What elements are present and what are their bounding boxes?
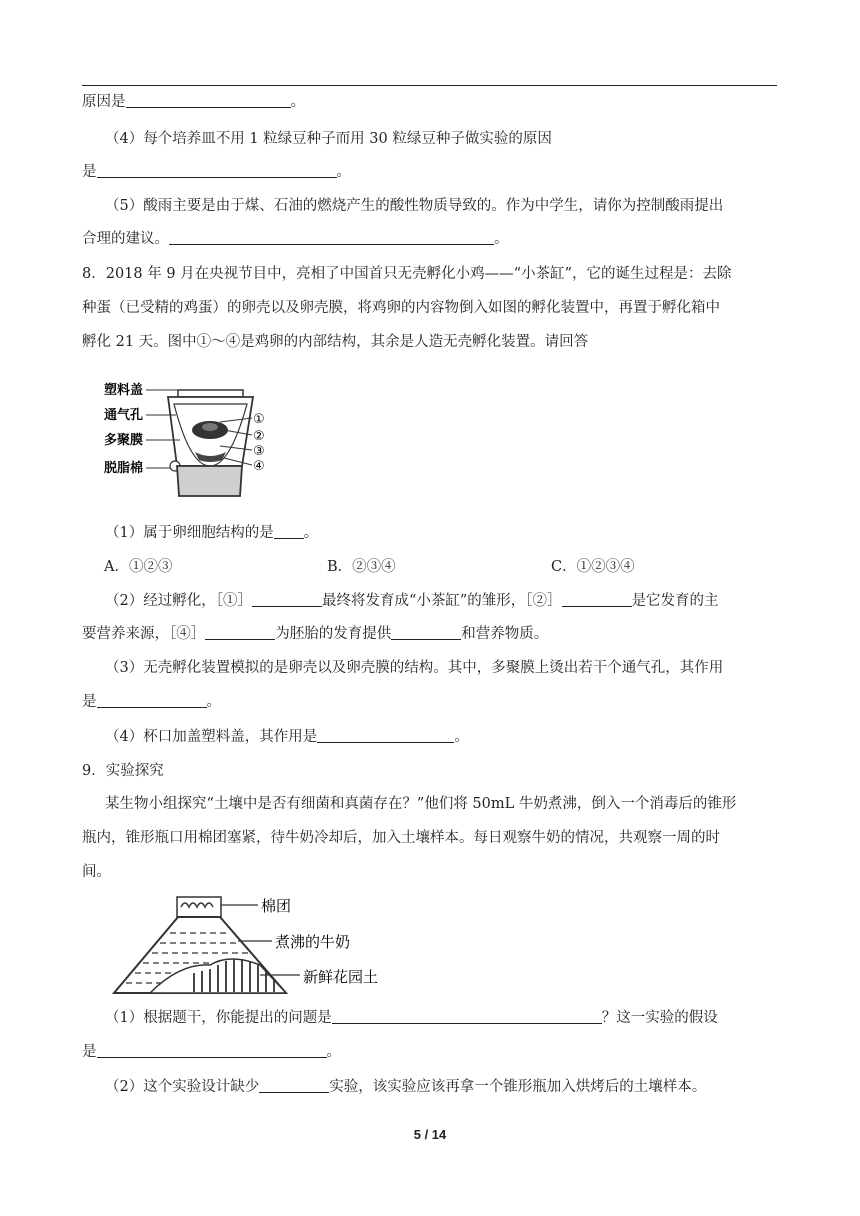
label-absorbent-cotton: 脱脂棉	[104, 461, 144, 476]
q8-part2-line1: （2）经过孵化，［①］ 最终将发育成“小茶缸”的雏形，［②］ 是它发育的主	[105, 593, 719, 609]
q7-part4-answer-line: 是 。	[82, 164, 351, 180]
answer-blank[interactable]	[562, 592, 632, 607]
answer-blank[interactable]	[205, 625, 275, 640]
q9-part1-line1: （1）根据题干，你能提出的问题是 ？这一实验的假设	[105, 1010, 718, 1026]
answer-blank[interactable]	[169, 230, 494, 245]
label-cotton-ball: 棉团	[261, 897, 292, 915]
label-num-2: ②	[253, 429, 265, 444]
page-number: 5 / 14	[413, 1127, 447, 1142]
label-plastic-lid: 塑料盖	[104, 383, 144, 398]
label-num-4: ④	[253, 459, 265, 474]
label-polymer-film: 多聚膜	[104, 433, 144, 448]
answer-blank[interactable]	[259, 1078, 329, 1093]
answer-blank[interactable]	[97, 163, 337, 178]
incubation-device-figure	[100, 374, 290, 504]
label-vent-hole: 通气孔	[104, 408, 144, 423]
answer-blank[interactable]	[274, 524, 304, 539]
q8-stem-line3: 孵化 21 天。图中①～④是鸡卵的内部结构，其余是人造无壳孵化装置。请回答	[82, 334, 589, 350]
q9-part2: （2）这个实验设计缺少 实验，该实验应该再拿一个锥形瓶加入烘烤后的土壤样本。	[105, 1079, 707, 1095]
label-num-1: ①	[253, 412, 265, 427]
q9-part1-line2: 是 。	[82, 1044, 341, 1060]
q8-stem-line1: 8．2018 年 9 月在央视节目中，亮相了中国首只无壳孵化小鸡——“小茶缸”，它的诞生过程是：去除	[82, 266, 732, 282]
q8-part3-answer-line: 是 。	[82, 694, 221, 710]
q8-part4: （4）杯口加盖塑料盖，其作用是 。	[105, 729, 469, 745]
q9-stem-line3: 间。	[82, 864, 111, 880]
q8-option-b[interactable]: B．②③④	[327, 559, 396, 575]
conical-flask-figure	[110, 893, 400, 998]
label-boiled-milk: 煮沸的牛奶	[275, 933, 351, 951]
q8-option-c[interactable]: C．①②③④	[551, 559, 635, 575]
q8-part1: （1）属于卵细胞结构的是 。	[105, 525, 319, 541]
q7-part5-answer-line: 合理的建议。 。	[82, 231, 509, 247]
answer-blank[interactable]	[332, 1009, 602, 1024]
q8-stem-line2: 种蛋（已受精的鸡蛋）的卵壳以及卵壳膜，将鸡卵的内容物倒入如图的孵化装置中，再置于孵化箱中	[82, 300, 720, 316]
q9-stem-line1: 某生物小组探究“土壤中是否有细菌和真菌存在？”他们将 50mL 牛奶煮沸，倒入一个消毒后的锥形	[105, 796, 737, 812]
label-num-3: ③	[253, 444, 265, 459]
q7-part5: （5）酸雨主要是由于煤、石油的燃烧产生的酸性物质导致的。作为中学生，请你为控制酸雨提出	[105, 198, 724, 214]
q7-part4: （4）每个培养皿不用 1 粒绿豆种子而用 30 粒绿豆种子做实验的原因	[105, 131, 552, 147]
q8-part2-line2: 要营养来源，［④］ 为胚胎的发育提供 和营养物质。	[82, 626, 549, 642]
answer-blank[interactable]	[97, 1043, 327, 1058]
q9-stem-line2: 瓶内，锥形瓶口用棉团塞紧，待牛奶冷却后，加入土壤样本。每日观察牛奶的情况，共观察一周的时	[82, 830, 720, 846]
q8-part3: （3）无壳孵化装置模拟的是卵壳以及卵壳膜的结构。其中，多聚膜上烫出若干个通气孔，其作用	[105, 660, 724, 676]
q8-option-a[interactable]: A．①②③	[104, 559, 173, 575]
q9-title: 9．实验探究	[82, 763, 164, 779]
q7-reason-line: 原因是 。	[82, 94, 305, 110]
label-garden-soil: 新鲜花园土	[303, 968, 379, 986]
answer-blank[interactable]	[391, 625, 461, 640]
answer-blank[interactable]	[97, 693, 207, 708]
answer-blank[interactable]	[317, 728, 454, 743]
answer-blank[interactable]	[126, 93, 291, 108]
answer-blank[interactable]	[252, 592, 322, 607]
header-rule	[82, 85, 777, 86]
